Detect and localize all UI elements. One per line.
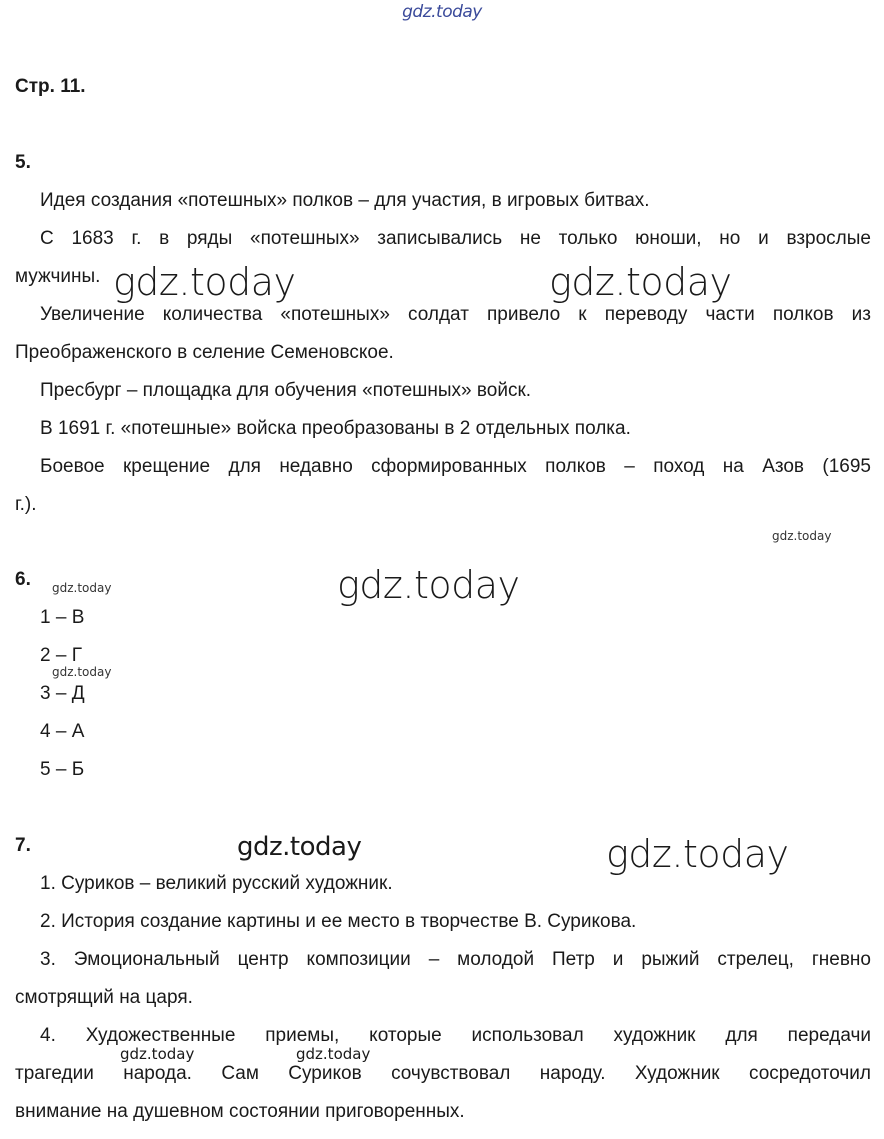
task-5-line-2: С 1683 г. в ряды «потешных» записывались не только юноши, но и взрослые (40, 228, 871, 249)
task-5-line-6: Пресбург – площадка для обучения «потешных» войск. (40, 380, 532, 401)
watermark: gdz.today (113, 260, 296, 304)
watermark: gdz.today (120, 1045, 195, 1063)
watermark: gdz.today (237, 832, 362, 862)
task-5-line-8: Боевое крещение для недавно сформированных полков – поход на Азов (1695 (40, 456, 871, 477)
task-7-line-6: трагедии народа. Сам Суриков сочувствовал народу. Художник сосредоточил (15, 1063, 871, 1084)
watermark: gdz.today (52, 581, 112, 595)
task-5-line-1: Идея создания «потешных» полков – для участия, в игровых битвах. (40, 190, 650, 211)
task-5-line-3: мужчины. (15, 266, 101, 287)
top-watermark: gdz.today (402, 2, 482, 22)
task-6-number: 6. (15, 569, 31, 590)
watermark: gdz.today (52, 665, 112, 679)
task-7-number: 7. (15, 835, 31, 856)
task-5-line-4: Увеличение количества «потешных» солдат привело к переводу части полков из (40, 304, 871, 325)
task-6-answer-3: 3 – Д (40, 683, 85, 704)
task-7-line-1: 1. Суриков – великий русский художник. (40, 873, 393, 894)
task-7-line-4: смотрящий на царя. (15, 987, 193, 1008)
task-7-line-5: 4. Художественные приемы, которые использовал художник для передачи (40, 1025, 871, 1046)
task-6-answer-5: 5 – Б (40, 759, 85, 780)
watermark: gdz.today (549, 260, 732, 304)
watermark: gdz.today (606, 832, 789, 876)
task-5-line-7: В 1691 г. «потешные» войска преобразованы в 2 отдельных полка. (40, 418, 631, 439)
task-7-line-3: 3. Эмоциональный центр композиции – молодой Петр и рыжий стрелец, гневно (40, 949, 871, 970)
task-6-answer-2: 2 – Г (40, 645, 82, 666)
task-5-line-5: Преображенского в селение Семеновское. (15, 342, 394, 363)
task-5-number: 5. (15, 152, 31, 173)
task-5-line-9: г.). (15, 494, 37, 515)
page-label: Стр. 11. (15, 76, 86, 97)
watermark: gdz.today (296, 1045, 371, 1063)
watermark: gdz.today (772, 529, 832, 543)
task-6-answer-1: 1 – В (40, 607, 85, 628)
task-7-line-2: 2. История создание картины и ее место в творчестве В. Сурикова. (40, 911, 637, 932)
task-6-answer-4: 4 – А (40, 721, 85, 742)
task-7-line-7: внимание на душевном состоянии приговоренных. (15, 1101, 465, 1122)
watermark: gdz.today (337, 563, 520, 607)
